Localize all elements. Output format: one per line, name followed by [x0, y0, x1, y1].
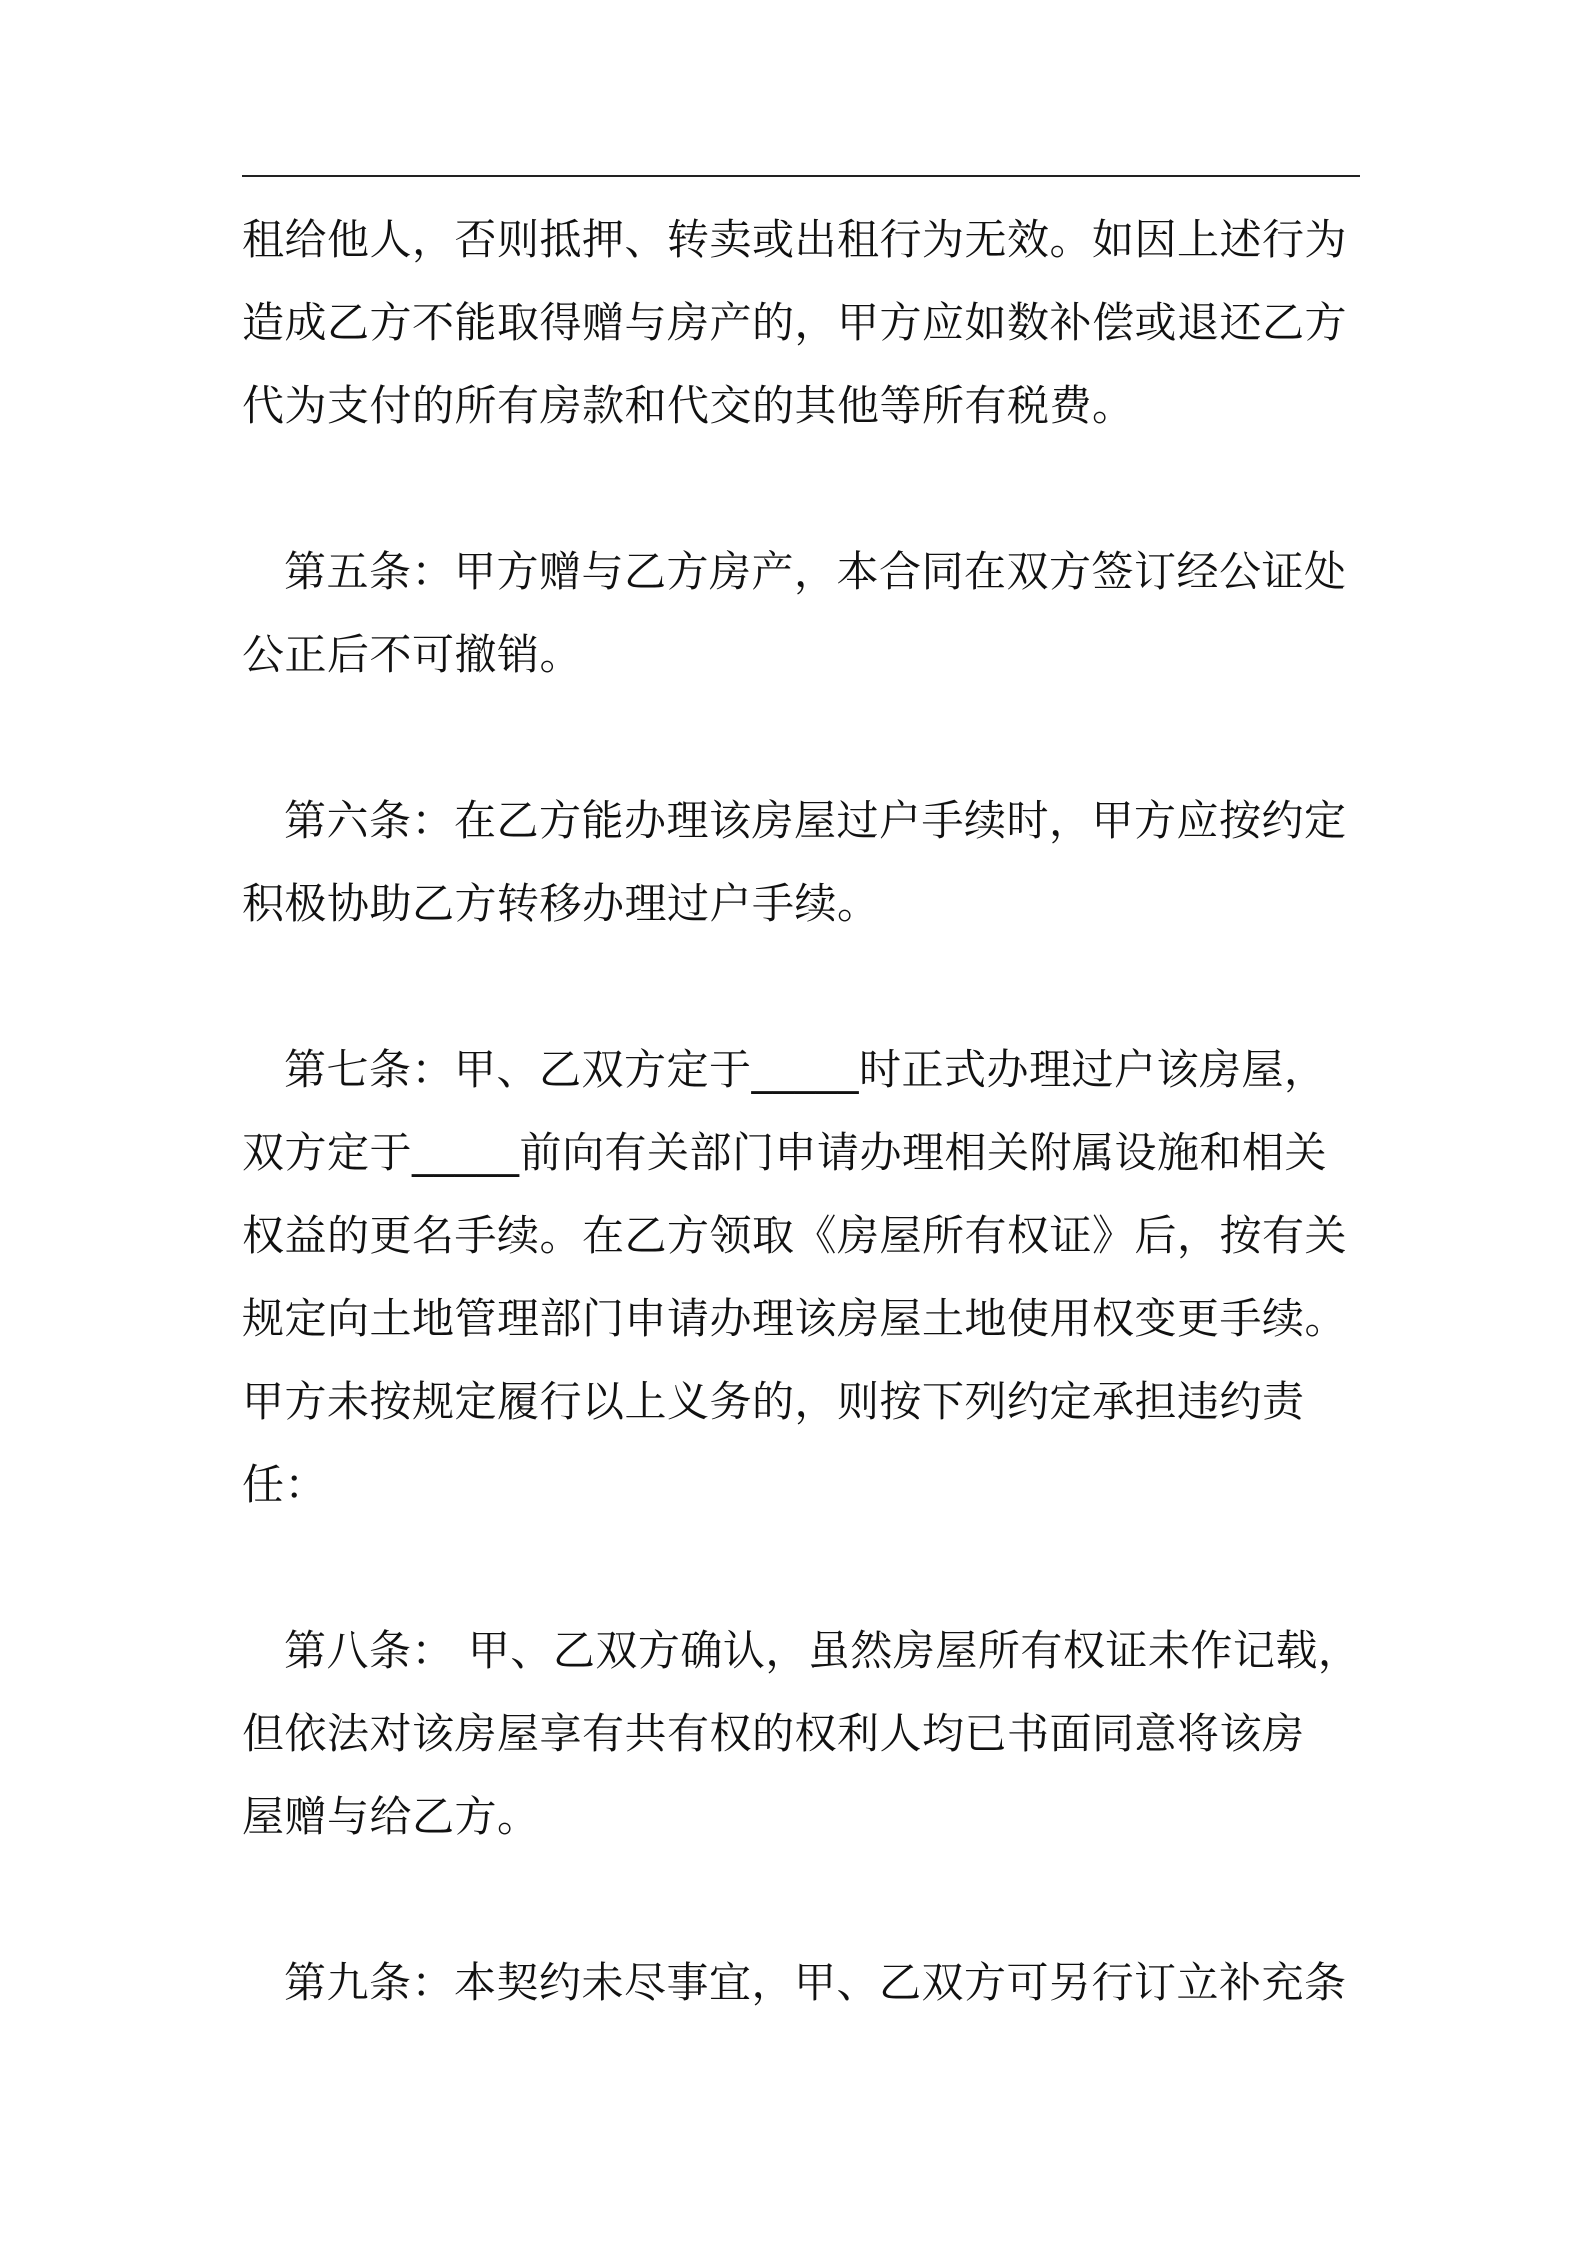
paragraph [242, 530, 1360, 696]
text-line: 租给他人，否则抵押、转卖或出租行为无效。如因上述行为 [242, 215, 1348, 264]
paragraph [242, 779, 1360, 945]
text-line: 双方定于_____前向有关部门申请办理相关附属设施和相关 [242, 1128, 1328, 1177]
text-line: 但依法对该房屋享有共有权的权利人均已书面同意将该房 [242, 1709, 1305, 1758]
text-line: 任： [242, 1460, 328, 1509]
paragraph [242, 198, 1360, 447]
text-line: 第七条：甲、乙双方定于_____时正式办理过户该房屋， [284, 1045, 1327, 1094]
text-line: 积极协助乙方转移办理过户手续。 [242, 879, 880, 928]
text-line: 代为支付的所有房款和代交的其他等所有税费。 [242, 381, 1135, 430]
document-body [242, 198, 1360, 2024]
text-line: 第八条： 甲、乙双方确认，虽然房屋所有权证未作记载， [284, 1626, 1361, 1675]
text-line: 屋赠与给乙方。 [242, 1792, 540, 1841]
text-line: 第五条：甲方赠与乙方房产，本合同在双方签订经公证处 [284, 547, 1347, 596]
paragraph [242, 1941, 1360, 2024]
text-line: 甲方未按规定履行以上义务的，则按下列约定承担违约责 [242, 1377, 1305, 1426]
text-line: 造成乙方不能取得赠与房产的，甲方应如数补偿或退还乙方 [242, 298, 1348, 347]
text-line: 公正后不可撤销。 [242, 630, 583, 679]
text-line: 权益的更名手续。在乙方领取《房屋所有权证》后，按有关 [242, 1211, 1348, 1260]
text-line: 规定向土地管理部门申请办理该房屋土地使用权变更手续。 [242, 1294, 1348, 1343]
header-rule [242, 175, 1360, 177]
paragraph [242, 1028, 1360, 1526]
text-line: 第六条：在乙方能办理该房屋过户手续时，甲方应按约定 [284, 796, 1347, 845]
paragraph [242, 1609, 1360, 1858]
text-line: 第九条：本契约未尽事宜，甲、乙双方可另行订立补充条 [284, 1958, 1347, 2007]
